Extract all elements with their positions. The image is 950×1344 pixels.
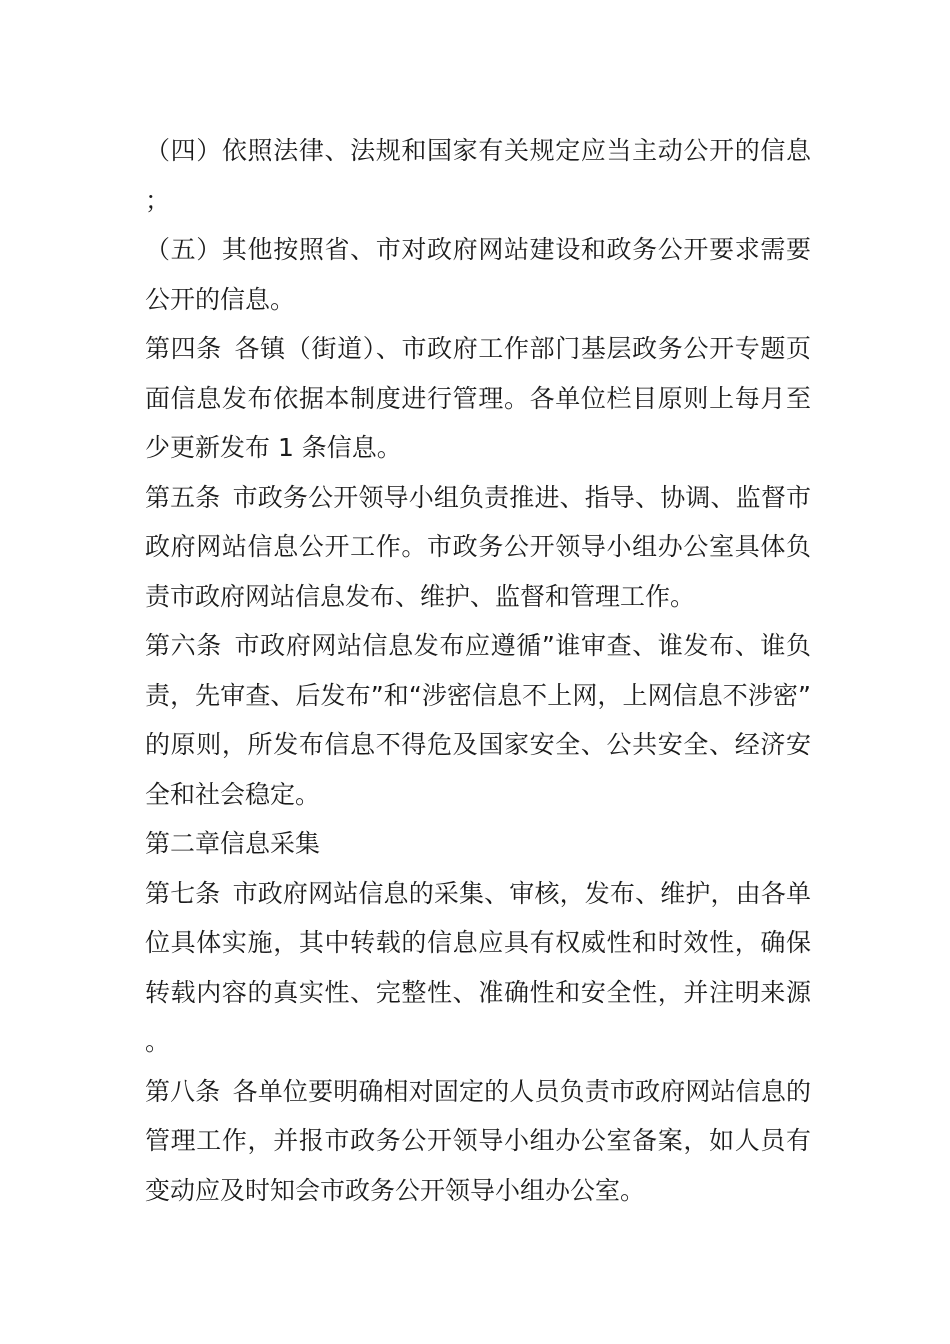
article-8	[145, 1067, 811, 1216]
article-5	[145, 473, 811, 622]
article-7	[145, 869, 811, 1067]
article-text: 市政府网站信息发布应遵循”谁审查、谁发布、谁负责，先审查、后发布”和“涉密信息不上网，上网信息不涉密”的原则，所发布信息不得危及国家安全、公共安全、经济安全和社会稳定。	[145, 631, 811, 809]
article-text: 市政府网站信息的采集、审核，发布、维护，由各单位具体实施，其中转载的信息应具有权威性和时效性，确保转载内容的真实性、完整性、准确性和安全性，并注明来源。	[145, 878, 811, 1056]
article-label: 第八条	[145, 1076, 221, 1106]
article-4	[145, 324, 811, 473]
paragraph-item-4	[145, 126, 811, 225]
article-label: 第四条	[145, 334, 222, 363]
paragraph-text: （四）依照法律、法规和国家有关规定应当主动公开的信息；	[145, 136, 811, 215]
article-6	[145, 621, 811, 819]
chapter-heading	[145, 819, 811, 869]
paragraph-text: （五）其他按照省、市对政府网站建设和政务公开要求需要公开的信息。	[145, 235, 811, 314]
paragraph-item-5	[145, 225, 811, 324]
article-text: 市政务公开领导小组负责推进、指导、协调、监督市政府网站信息公开工作。市政务公开领导小组办公室具体负责市政府网站信息发布、维护、监督和管理工作。	[145, 482, 811, 611]
article-label: 第六条	[145, 631, 222, 660]
article-text: 各镇（街道）、市政府工作部门基层政务公开专题页面信息发布依据本制度进行管理。各单位栏目原则上每月至少更新发布 1 条信息。	[145, 334, 811, 462]
article-text: 各单位要明确相对固定的人员负责市政府网站信息的管理工作，并报市政务公开领导小组办公室备案，如人员有变动应及时知会市政务公开领导小组办公室。	[145, 1076, 811, 1205]
article-label: 第五条	[145, 482, 221, 512]
article-label: 第七条	[145, 878, 221, 908]
chapter-title: 第二章信息采集	[145, 829, 321, 858]
document-body	[145, 126, 811, 1215]
